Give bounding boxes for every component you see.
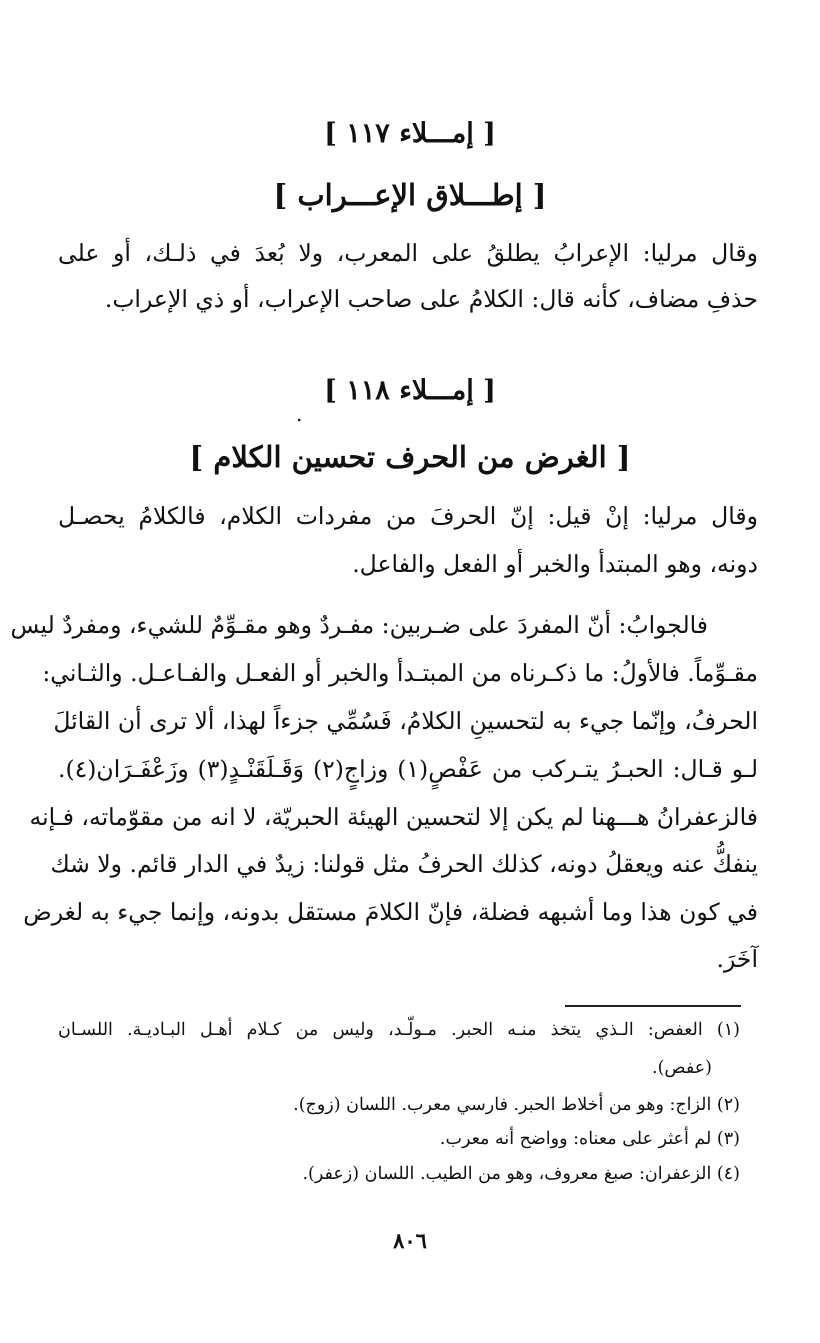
answer-line-2: مقـوِّماً. فالأولُ: ما ذكـرناه من المبتـدأ والخبر أو الفعـل والفـاعـل. والثـاني: — [42, 659, 758, 687]
answer-line-3: الحرفُ، وإنّما جيء به لتحسينِ الكلامُ، فَسُمِّي جزءاً لهذا، ألا ترى أن القائلَ — [53, 707, 758, 735]
answer-line-1: فالجوابُ: أنّ المفردَ على ضـربين: مفـردٌ وهو مقـوِّمٌ للشيء، ومفردٌ ليس — [10, 611, 708, 639]
answer-line-4: لـو قـال: الحبـرُ يتـركب من عَفْصٍ(١) وزاجٍ(٢) وَقَـلَقَنْـدٍ(٣) وزَعْفَـرَان(٤). — [58, 755, 758, 783]
imla-117-heading: [ إمـــلاء ١١٧ ] — [324, 118, 496, 149]
footnote-3: (٣) لم أعثر على معناه: وواضح أنه معرب. — [439, 1129, 740, 1149]
question-line-2: دونه، وهو المبتدأ والخبر أو الفعل والفاعل. — [352, 550, 758, 578]
footnote-1-line-1: (١) العفص: الـذي يتخذ منـه الحبر. مـولّـد، وليس من كـلام أهـل البـاديـة. اللسـان — [58, 1020, 740, 1040]
footnote-1-line-2: (عفص). — [652, 1058, 712, 1078]
section-title-purpose-of-particle: [ الغرض من الحرف تحسين الكلام ] — [189, 440, 631, 474]
answer-line-6: ينفكُّ عنه ويعقلُ دونه، كذلك الحرفُ مثل قولنا: زيدٌ في الدار قائم. ولا شك — [50, 850, 758, 878]
page-number: ٨٠٦ — [393, 1228, 427, 1253]
stray-dot: . — [296, 402, 303, 426]
answer-line-7: في كون هذا وما أشبهه فضلة، فإنّ الكلامَ مستقل بدونه، وإنما جيء به لغرض — [23, 898, 758, 926]
paragraph-1-line-2: حذفِ مضاف، كأنه قال: الكلامُ على صاحب الإعراب، أو ذي الإعراب. — [104, 285, 758, 313]
paragraph-1-line-1: وقال مرليا: الإعرابُ يطلقُ على المعرب، ولا بُعدَ في ذلـك، أو على — [58, 239, 758, 267]
imla-118-heading: [ إمـــلاء ١١٨ ] — [324, 375, 496, 406]
footnote-4: (٤) الزعفران: صبغ معروف، وهو من الطيب. اللسان (زعفر). — [302, 1164, 740, 1184]
footnote-separator — [565, 1005, 741, 1007]
answer-line-8: آخَرَ. — [716, 945, 758, 973]
answer-line-5: فالزعفرانُ هـــهنا لم يكن إلا لتحسين الهيئة الحبريّة، لا انه من مقوّماته، فـإنه — [29, 803, 758, 831]
question-line-1: وقال مرليا: إنْ قيل: إنّ الحرفَ من مفردات الكلام، فالكلامُ يحصـل — [58, 502, 758, 530]
section-title-itlaq-al-irab: [ إطـــلاق الإعـــراب ] — [273, 178, 547, 212]
footnote-2: (٢) الزاج: وهو من أخلاط الحبر. فارسي معرب. اللسان (زوج). — [293, 1095, 740, 1115]
